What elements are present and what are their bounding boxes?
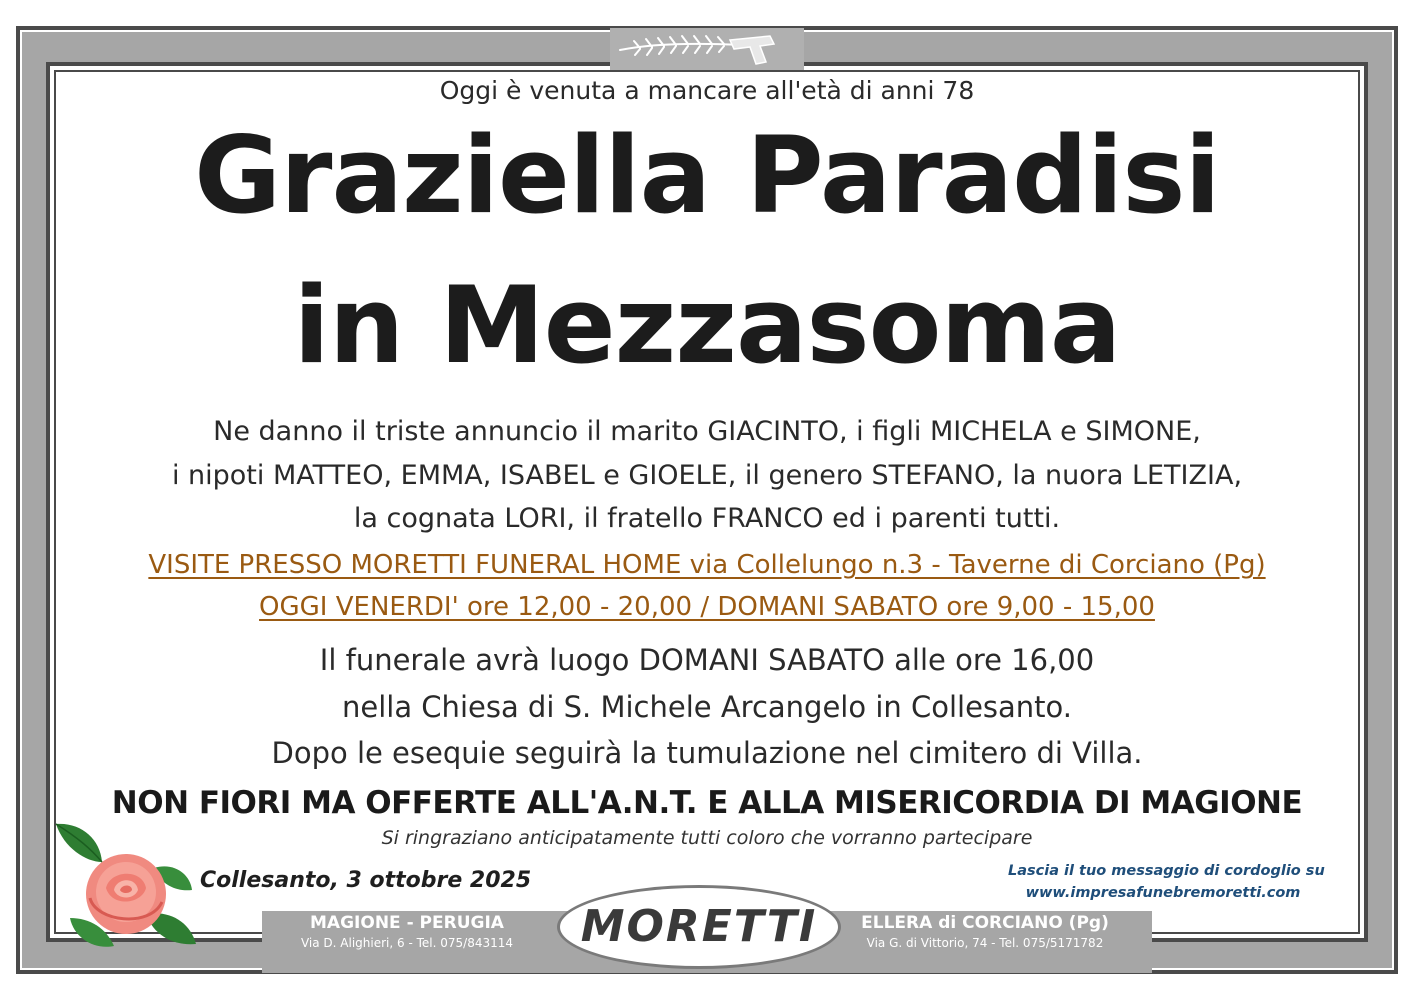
visit-location-link[interactable]: VISITE PRESSO MORETTI FUNERAL HOME via Collelungo n.3 - Taverne di Corciano (Pg) bbox=[148, 550, 1266, 580]
thanks-text: Si ringraziano anticipatamente tutti coloro che vorranno partecipare bbox=[381, 827, 1033, 849]
cross-palm-icon bbox=[610, 28, 804, 70]
no-flowers-notice: NON FIORI MA OFFERTE ALL'A.N.T. E ALLA MISERICORDIA DI MAGIONE bbox=[111, 785, 1303, 821]
announcement-line: la cognata LORI, il fratello FRANCO ed i parenti tutti. bbox=[353, 503, 1061, 534]
logo-text: MORETTI bbox=[580, 901, 818, 952]
announcement-line: i nipoti MATTEO, EMMA, ISABEL e GIOELE, il genero STEFANO, la nuora LETIZIA, bbox=[171, 460, 1243, 491]
condolence-website-link[interactable]: www.impresafunebremoretti.com bbox=[1025, 885, 1301, 901]
rose-icon bbox=[50, 818, 200, 962]
funeral-line: Dopo le esequie seguirà la tumulazione nel cimitero di Villa. bbox=[271, 736, 1143, 770]
visit-hours-link[interactable]: OGGI VENERDI' ore 12,00 - 20,00 / DOMANI SABATO ore 9,00 - 15,00 bbox=[259, 592, 1155, 622]
office-magione bbox=[262, 913, 552, 950]
office-city: ELLERA di CORCIANO (Pg) bbox=[861, 913, 1109, 933]
funeral-line: Il funerale avrà luogo DOMANI SABATO alle ore 16,00 bbox=[319, 643, 1095, 677]
place-date: Collesanto, 3 ottobre 2025 bbox=[200, 868, 532, 893]
intro-text: Oggi è venuta a mancare all'età di anni 78 bbox=[439, 76, 975, 105]
funeral-line: nella Chiesa di S. Michele Arcangelo in Collesanto. bbox=[341, 690, 1072, 724]
office-ellera bbox=[840, 913, 1130, 950]
condolence-prompt: Lascia il tuo messaggio di cordoglio su bbox=[1008, 863, 1325, 879]
deceased-name: Graziella Paradisi bbox=[194, 114, 1220, 237]
announcement-line: Ne danno il triste annuncio il marito GIACINTO, i figli MICHELA e SIMONE, bbox=[213, 416, 1201, 447]
deceased-married-name: in Mezzasoma bbox=[293, 264, 1121, 387]
office-city: MAGIONE - PERUGIA bbox=[310, 913, 504, 933]
office-address: Via G. di Vittorio, 74 - Tel. 075/5171782 bbox=[866, 936, 1104, 950]
moretti-logo bbox=[557, 885, 841, 969]
office-address: Via D. Alighieri, 6 - Tel. 075/843114 bbox=[300, 936, 513, 950]
